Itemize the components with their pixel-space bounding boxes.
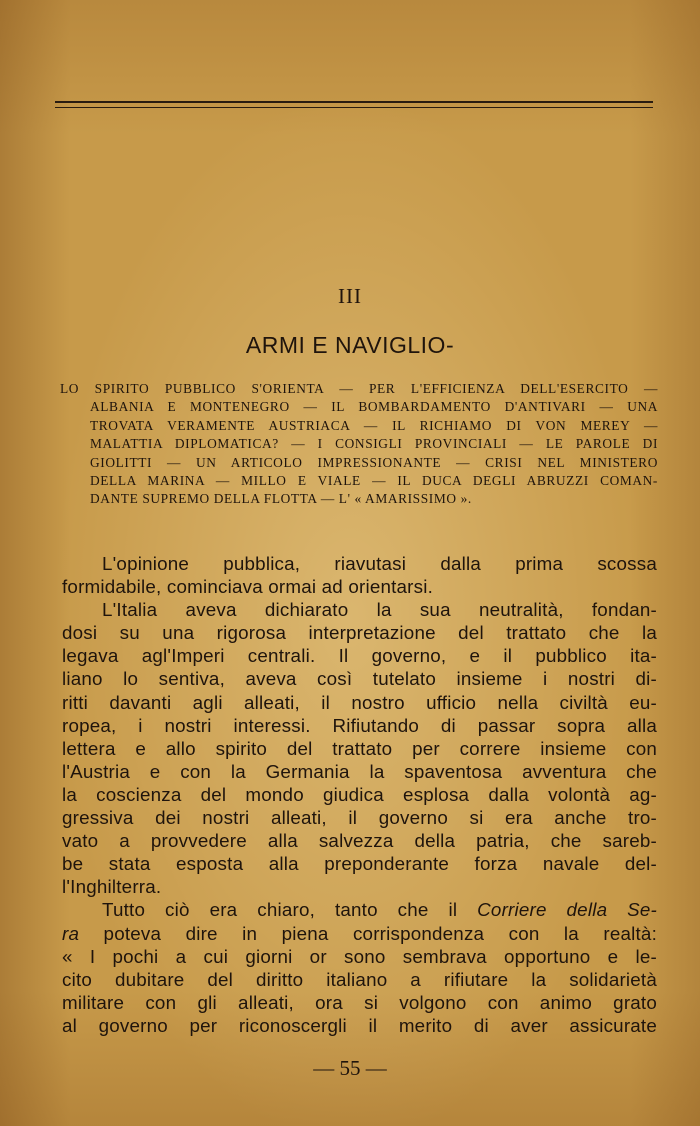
text-line: l'Austria e con la Germania la spaventosa avventura che — [62, 760, 657, 782]
text-line: « I pochi a cui giorni or sono sembrava opportuno e le- — [62, 945, 657, 967]
text-line: legava agl'Imperi centrali. Il governo, e il pubblico ita- — [62, 645, 657, 667]
text-line: liano lo sentiva, aveva così tutelato insieme i nostri di- — [62, 668, 657, 690]
text-line: formidabile, cominciava ormai ad orientarsi. — [62, 576, 434, 598]
chapter-title: ARMI E NAVIGLIO- — [245, 332, 455, 358]
text-line: ritti davanti agli alleati, il nostro ufficio nella civiltà eu- — [62, 691, 657, 713]
text-line: lettera e allo spirito del trattato per correre insieme con — [62, 737, 657, 759]
summary-line: GIOLITTI — UN ARTICOLO IMPRESSIONANTE — CRISI NEL MINISTERO — [90, 454, 658, 470]
newspaper-title: Corriere della Se- — [477, 899, 657, 921]
header-rule-thin — [55, 107, 653, 108]
chapter-number: III — [338, 284, 362, 308]
quote-intro-text: Tutto ciò era chiaro, tanto che il — [102, 899, 478, 921]
text-line: L'opinione pubblica, riavutasi dalla prima scossa — [102, 553, 657, 574]
text-line: ropea, i nostri interessi. Rifiutando di passar sopra alla — [62, 714, 657, 736]
page-number: — 55 — — [313, 1056, 387, 1080]
summary-line: DELLA MARINA — MILLO E VIALE — IL DUCA DEGLI ABRUZZI COMAN- — [90, 473, 658, 489]
text-line: L'Italia aveva dichiarato la sua neutralità, fondan- — [102, 599, 657, 621]
summary-line: ALBANIA E MONTENEGRO — IL BOMBARDAMENTO D'ANTIVARI — UNA — [90, 399, 658, 415]
header-rule-thick — [55, 101, 653, 103]
summary-line: TROVATA VERAMENTE AUSTRIACA — IL RICHIAMO DI VON MEREY — — [90, 417, 658, 433]
summary-line: DANTE SUPREMO DELLA FLOTTA — L' « AMARISSIMO ». — [90, 491, 472, 507]
text-line: be stata esposta alla preponderante forza navale del- — [62, 853, 657, 875]
summary-line: LO SPIRITO PUBBLICO S'ORIENTA — PER L'EFFICIENZA DELL'ESERCITO — — [60, 381, 658, 396]
text-line: al governo per riconoscergli il merito di aver assicurate — [62, 1014, 657, 1036]
text-line: gressiva dei nostri alleati, il governo si era anche tro- — [62, 807, 657, 829]
newspaper-title-end: ra — [62, 922, 80, 944]
text-line: cito dubitare del diritto italiano a rifiutare la solidarietà — [62, 968, 657, 990]
text-line: vato a provvedere alla salvezza della patria, che sareb- — [62, 830, 657, 852]
chapter-summary — [60, 380, 658, 509]
summary-line: MALATTIA DIPLOMATICA? — I CONSIGLI PROVINCIALI — LE PAROLE DI — [90, 436, 658, 452]
body-text — [62, 552, 657, 1037]
text-line: militare con gli alleati, ora si volgono con animo grato — [62, 991, 657, 1013]
text-line: la coscienza del mondo giudica esplosa dalla volontà ag- — [62, 783, 657, 805]
text-line: dosi su una rigorosa interpretazione del trattato che la — [62, 622, 657, 644]
text-line: l'Inghilterra. — [62, 876, 162, 898]
text-line — [62, 922, 657, 945]
text-line — [62, 898, 657, 921]
quote-intro-text: poteva dire in piena corrispondenza con la realtà: — [79, 922, 657, 944]
